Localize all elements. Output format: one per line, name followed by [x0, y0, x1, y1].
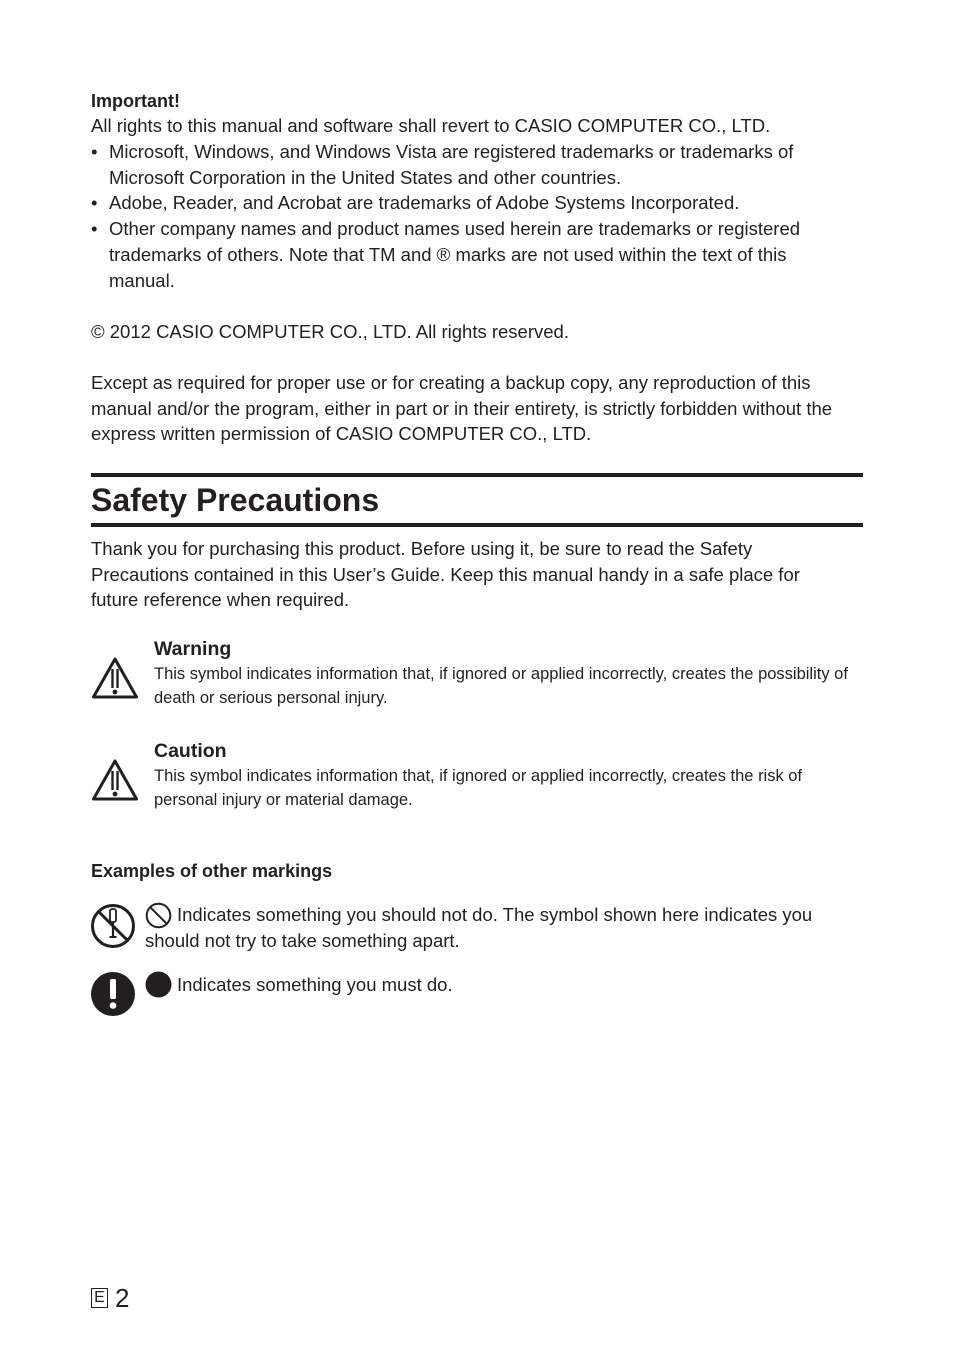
- rights-statement: All rights to this manual and software shall revert to CASIO COMPUTER CO., LTD.: [91, 115, 771, 136]
- list-item-text: Other company names and product names used herein are trademarks or registered trademarks of others. Note that TM and ® marks are not used within the text of this manual.: [109, 218, 801, 291]
- examples-heading: Examples of other markings: [91, 861, 333, 881]
- caution-triangle-icon: [91, 758, 139, 802]
- page-number: 2: [115, 1283, 130, 1313]
- safety-intro: Thank you for purchasing this product. Before using it, be sure to read the Safety Precautions contained in this User’s Guide. Keep this manual handy in a safe place for future reference when required.: [91, 538, 800, 611]
- caution-title: Caution: [154, 740, 227, 762]
- bullet-marker: •: [91, 218, 98, 240]
- list-item: [91, 139, 851, 190]
- list-item: [91, 190, 851, 216]
- section-title: Safety Precautions: [91, 482, 380, 518]
- section-rule-top: [91, 473, 863, 477]
- mandatory-action-icon: [90, 971, 136, 1017]
- list-item-text: Adobe, Reader, and Acrobat are trademarks of Adobe Systems Incorporated.: [109, 192, 740, 214]
- section-rule-bottom: [91, 523, 863, 527]
- copyright-notice: © 2012 CASIO COMPUTER CO., LTD. All rights reserved.: [91, 321, 569, 342]
- mandatory-symbol-icon: [145, 971, 172, 998]
- list-item-text: Microsoft, Windows, and Windows Vista are registered trademarks or trademarks of Microsoft Corporation in the United States and other countries.: [109, 141, 794, 188]
- caution-description: This symbol indicates information that, if ignored or applied incorrectly, creates the risk of personal injury or material damage.: [154, 767, 803, 809]
- reproduction-notice: Except as required for proper use or for creating a backup copy, any reproduction of this manual and/or the program, either in part or in their entirety, is strictly forbidden without the express written permission of CASIO COMPUTER CO., LTD.: [91, 372, 833, 445]
- mandatory-description: Indicates something you must do.: [177, 974, 453, 995]
- warning-description: This symbol indicates information that, if ignored or applied incorrectly, creates the possibility of death or serious personal injury.: [154, 665, 848, 707]
- warning-triangle-icon: [91, 656, 139, 700]
- warning-title: Warning: [154, 638, 232, 660]
- list-item: [91, 216, 851, 293]
- prohibited-description: Indicates something you should not do. The symbol shown here indicates you should not try to take something apart.: [145, 904, 813, 951]
- trademark-list: [91, 139, 851, 293]
- bullet-marker: •: [91, 141, 98, 162]
- important-heading: Important!: [91, 91, 180, 111]
- page-language-box: E: [91, 1288, 108, 1308]
- bullet-marker: •: [91, 192, 98, 214]
- no-disassembly-icon: [90, 903, 136, 949]
